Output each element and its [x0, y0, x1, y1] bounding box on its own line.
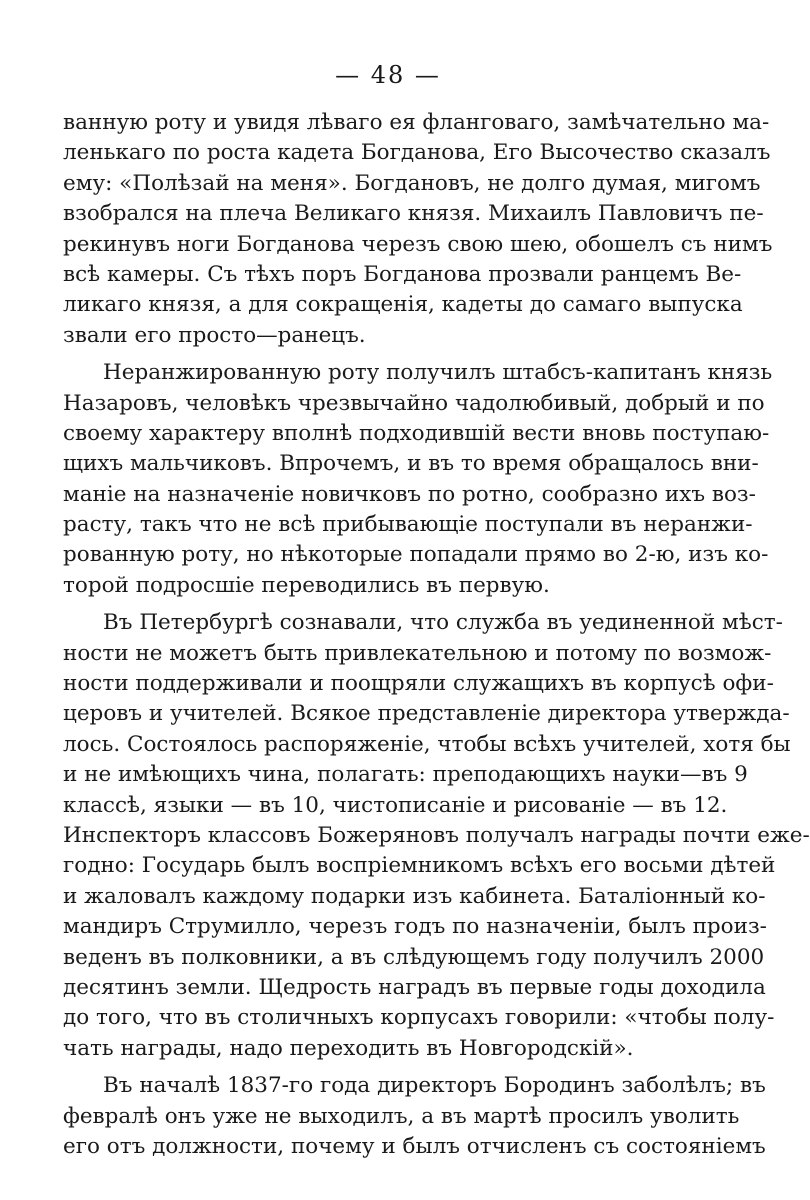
text-line: маніе на назначеніе новичковъ по ротно, сообразно ихъ воз- [63, 481, 756, 507]
text-line: Неранжированную роту получилъ штабсъ-капитанъ князь [103, 360, 773, 386]
text-line: рекинувъ ноги Богданова черезъ свою шею, обошелъ съ нимъ [63, 231, 773, 257]
text-line: ванную роту и увидя лѣваго ея фланговаго, замѣчательно ма- [63, 110, 770, 135]
text-line: веденъ въ полковники, а въ слѣдующемъ году получилъ 2000 [63, 944, 765, 970]
text-line: всѣ камеры. Съ тѣхъ поръ Богданова прозвали ранцемъ Ве- [63, 261, 742, 287]
body-text [63, 108, 810, 1162]
text-line: Въ Петербургѣ сознавали, что служба въ уединенной мѣст- [103, 610, 783, 636]
text-line: ему: «Полѣзай на меня». Богдановъ, не долго думая, мигомъ [63, 170, 761, 196]
text-line: своему характеру вполнѣ подходившій вести вновь поступаю- [63, 420, 770, 446]
text-line: Назаровъ, человѣкъ чрезвычайно чадолюбивый, добрый и по [63, 390, 765, 416]
text-line: до того, что въ столичныхъ корпусахъ говорили: «чтобы полу- [63, 1005, 775, 1031]
text-line: десятинъ земли. Щедрость наградъ въ первые годы доходила [63, 974, 766, 1000]
text-line: церовъ и учителей. Всякое представленіе директора утвержда- [63, 701, 790, 727]
paragraph [63, 108, 773, 351]
text-line: годно: Государь былъ воспріемникомъ всѣхъ его восьми дѣтей [63, 853, 776, 879]
text-line: чать награды, надо переходить въ Новгородскій». [63, 1035, 634, 1061]
text-line: Инспекторъ классовъ Божеряновъ получалъ награды почти еже- [63, 822, 810, 848]
text-line: ленькаго по роста кадета Богданова, Его Высочество сказалъ [63, 140, 771, 166]
text-line: ности не можетъ быть привлекательною и потому по возмож- [63, 640, 772, 666]
text-line: и не имѣющихъ чина, полагать: преподающихъ науки—въ 9 [63, 762, 748, 788]
text-line: лось. Состоялось распоряженіе, чтобы всѣхъ учителей, хотя бы [63, 731, 791, 757]
text-line: и жаловалъ каждому подарки изъ кабинета. Баталіонный ко- [63, 883, 766, 909]
text-line: торой подросшіе переводились въ первую. [63, 572, 550, 598]
text-line: ности поддерживали и поощряли служащихъ въ корпусѣ офи- [63, 671, 774, 697]
text-line: ликаго князя, а для сокращенія, кадеты до самаго выпуска [63, 292, 743, 318]
text-line: звали его просто—ранецъ. [63, 322, 366, 348]
text-line: щихъ мальчиковъ. Впрочемъ, и въ то время обращалось вни- [63, 451, 759, 477]
text-line: мандиръ Струмилло, черезъ годъ по назначеніи, былъ произ- [63, 914, 767, 940]
text-line: рованную роту, но нѣкоторые попадали прямо во 2-ю, изъ ко- [63, 542, 769, 568]
text-line: его отъ должности, почему и былъ отчисленъ съ состояніемъ [63, 1133, 766, 1159]
paragraph [63, 608, 810, 1064]
text-line: Въ началѣ 1837-го года директоръ Бородинъ заболѣлъ; въ [103, 1073, 766, 1099]
paragraph [63, 1071, 766, 1162]
page-number: — 48 — [335, 61, 441, 89]
text-line: февралѣ онъ уже не выходилъ, а въ мартѣ просилъ уволить [63, 1103, 740, 1129]
text-line: классѣ, языки — въ 10, чистописаніе и рисованіе — въ 12. [63, 792, 728, 818]
text-line: взобрался на плеча Великаго князя. Михаилъ Павловичъ пе- [63, 201, 764, 227]
text-line: расту, такъ что не всѣ прибывающіе поступали въ неранжи- [63, 512, 753, 538]
paragraph [63, 358, 773, 601]
